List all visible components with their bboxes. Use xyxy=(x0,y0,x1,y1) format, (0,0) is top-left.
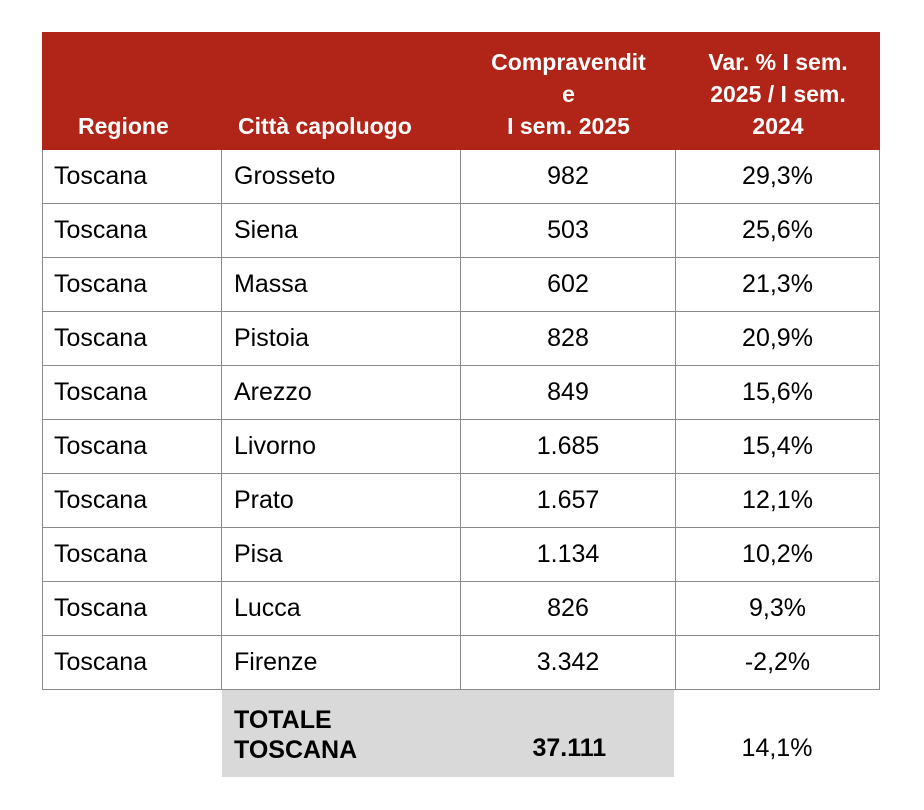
cell-variazione: 10,2% xyxy=(676,528,880,582)
header-regione xyxy=(42,32,222,150)
cell-regione: Toscana xyxy=(42,204,222,258)
cell-citta: Massa xyxy=(222,258,461,312)
cell-compravendite: 602 xyxy=(461,258,676,312)
cell-citta: Livorno xyxy=(222,420,461,474)
cell-citta: Arezzo xyxy=(222,366,461,420)
header-compravendite-line3: I sem. 2025 xyxy=(507,113,630,139)
cell-variazione: 20,9% xyxy=(676,312,880,366)
header-compravendite xyxy=(461,32,676,150)
table-row xyxy=(42,636,880,690)
table-row xyxy=(42,258,880,312)
cell-regione: Toscana xyxy=(42,258,222,312)
cell-compravendite: 1.134 xyxy=(461,528,676,582)
cell-regione: Toscana xyxy=(42,420,222,474)
cell-regione: Toscana xyxy=(42,150,222,204)
cell-citta: Grosseto xyxy=(222,150,461,204)
cell-citta: Siena xyxy=(222,204,461,258)
cell-variazione: 9,3% xyxy=(676,582,880,636)
header-citta xyxy=(222,32,461,150)
header-citta-label: Città capoluogo xyxy=(238,113,412,139)
cell-variazione: 25,6% xyxy=(676,204,880,258)
cell-regione: Toscana xyxy=(42,582,222,636)
total-variazione: 14,1% xyxy=(741,734,813,762)
total-empty-cell xyxy=(42,690,222,777)
cell-regione: Toscana xyxy=(42,312,222,366)
header-compravendite-line1: Compravendit xyxy=(491,49,646,75)
cell-compravendite: 982 xyxy=(461,150,676,204)
cell-compravendite: 826 xyxy=(461,582,676,636)
cell-compravendite: 3.342 xyxy=(461,636,676,690)
total-label xyxy=(222,690,465,777)
total-label-line2: TOSCANA xyxy=(234,735,358,764)
cell-variazione: 15,6% xyxy=(676,366,880,420)
table-row xyxy=(42,420,880,474)
table-row xyxy=(42,150,880,204)
total-block xyxy=(222,690,674,777)
header-variazione xyxy=(676,32,880,150)
sales-table xyxy=(42,32,880,777)
cell-compravendite: 1.685 xyxy=(461,420,676,474)
cell-compravendite: 828 xyxy=(461,312,676,366)
cell-variazione: 21,3% xyxy=(676,258,880,312)
header-compravendite-line2: e xyxy=(562,81,575,107)
table-row xyxy=(42,582,880,636)
cell-citta: Firenze xyxy=(222,636,461,690)
cell-citta: Lucca xyxy=(222,582,461,636)
header-var-line3: 2024 xyxy=(752,113,804,139)
header-var-line1: Var. % I sem. xyxy=(708,49,848,75)
header-regione-label: Regione xyxy=(78,113,169,139)
cell-regione: Toscana xyxy=(42,366,222,420)
table-row xyxy=(42,204,880,258)
cell-regione: Toscana xyxy=(42,474,222,528)
table-row xyxy=(42,312,880,366)
table-row xyxy=(42,474,880,528)
cell-regione: Toscana xyxy=(42,528,222,582)
cell-citta: Pisa xyxy=(222,528,461,582)
table-header xyxy=(42,32,880,150)
cell-compravendite: 503 xyxy=(461,204,676,258)
cell-citta: Prato xyxy=(222,474,461,528)
cell-regione: Toscana xyxy=(42,636,222,690)
total-row xyxy=(42,690,880,777)
total-compravendite: 37.111 xyxy=(532,734,607,762)
table-body xyxy=(42,150,880,690)
cell-variazione: -2,2% xyxy=(676,636,880,690)
cell-variazione: 12,1% xyxy=(676,474,880,528)
header-var-line2: 2025 / I sem. xyxy=(710,81,846,107)
cell-citta: Pistoia xyxy=(222,312,461,366)
table-row xyxy=(42,366,880,420)
cell-compravendite: 1.657 xyxy=(461,474,676,528)
total-label-line1: TOTALE xyxy=(234,705,332,734)
cell-compravendite: 849 xyxy=(461,366,676,420)
cell-variazione: 15,4% xyxy=(676,420,880,474)
cell-variazione: 29,3% xyxy=(676,150,880,204)
table-row xyxy=(42,528,880,582)
